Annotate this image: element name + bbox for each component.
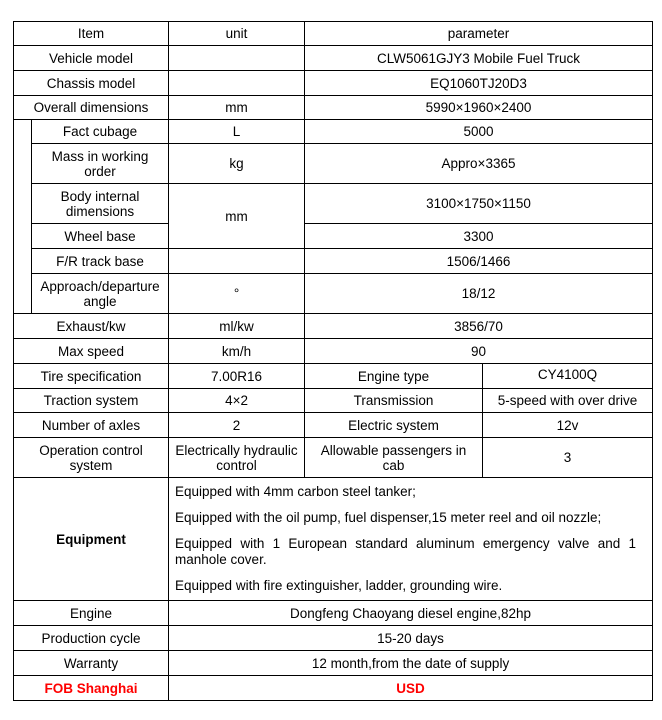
row-unit: L [169,120,305,144]
indent-gutter [14,274,32,314]
row-unit [169,71,305,96]
table-row [14,120,653,144]
row-label: Body internal dimensions [32,184,169,224]
row-value: 7.00R16 [169,364,305,389]
row-unit-shared: mm [169,184,305,249]
row-label: Approach/departure angle [32,274,169,314]
table-row [14,364,653,389]
row-value-2: 5-speed with over drive [483,389,653,413]
row-value: Electrically hydraulic control [169,438,305,478]
table-row [14,274,653,314]
fob-price: USD [169,676,653,701]
table-row [14,601,653,626]
table-row [14,184,653,224]
row-label: Tire specification [14,364,169,389]
table-row [14,651,653,676]
equipment-row [14,478,653,601]
table-row [14,389,653,413]
row-label: Operation control system [14,438,169,478]
row-label: Mass in working order [32,144,169,184]
fob-label: FOB Shanghai [14,676,169,701]
price-row [14,676,653,701]
row-unit: ° [169,274,305,314]
equipment-line: Equipped with fire extinguisher, ladder, grounding wire. [175,578,503,593]
spec-table [13,21,653,701]
table-row [14,626,653,651]
row-param: 3856/70 [305,314,653,339]
row-label: Overall dimensions [14,96,169,120]
row-param: 3300 [305,224,653,249]
row-label: Number of axles [14,413,169,438]
row-label-2: Transmission [305,389,483,413]
row-label-2: Allowable passengers in cab [305,438,483,478]
row-value: 4×2 [169,389,305,413]
header-item: Item [14,22,169,46]
header-unit: unit [169,22,305,46]
table-row [14,96,653,120]
header-parameter: parameter [305,22,653,46]
row-unit: kg [169,144,305,184]
row-param: EQ1060TJ20D3 [305,71,653,96]
equipment-line: Equipped with 4mm carbon steel tanker; [175,484,416,499]
row-param: CLW5061GJY3 Mobile Fuel Truck [305,46,653,71]
row-value-2: 12v [483,413,653,438]
row-param: 15-20 days [169,626,653,651]
equipment-line: Equipped with 1 European standard aluminum emergency valve and 1 manhole cover. [175,536,637,567]
row-label: Warranty [14,651,169,676]
row-unit [169,46,305,71]
row-param: Appro×3365 [305,144,653,184]
table-row [14,144,653,184]
table-row [14,46,653,71]
row-param: 90 [305,339,653,364]
indent-gutter [14,120,32,144]
row-label: Chassis model [14,71,169,96]
row-label: Engine [14,601,169,626]
row-param: 1506/1466 [305,249,653,274]
row-label: F/R track base [32,249,169,274]
row-value: 2 [169,413,305,438]
indent-gutter [14,184,32,224]
indent-gutter [14,144,32,184]
indent-gutter [14,224,32,249]
equipment-label: Equipment [14,478,169,601]
row-value-2: 3 [483,438,653,478]
row-label: Max speed [14,339,169,364]
row-param: 3100×1750×1150 [305,184,653,224]
row-label-2: Electric system [305,413,483,438]
equipment-list [169,478,653,601]
table-row [14,339,653,364]
row-unit: mm [169,96,305,120]
table-row [14,438,653,478]
row-label: Production cycle [14,626,169,651]
table-row [14,71,653,96]
row-param: 18/12 [305,274,653,314]
row-unit [169,249,305,274]
row-value-2: CY4100Q [483,364,653,389]
row-param: 5990×1960×2400 [305,96,653,120]
table-row [14,249,653,274]
row-label: Fact cubage [32,120,169,144]
row-label: Traction system [14,389,169,413]
table-row [14,413,653,438]
row-label: Vehicle model [14,46,169,71]
table-header-row [14,22,653,46]
indent-gutter [14,249,32,274]
row-unit: ml/kw [169,314,305,339]
row-param: 12 month,from the date of supply [169,651,653,676]
row-label-2: Engine type [305,364,483,389]
row-param: Dongfeng Chaoyang diesel engine,82hp [169,601,653,626]
row-unit: km/h [169,339,305,364]
row-label: Exhaust/kw [14,314,169,339]
table-row [14,224,653,249]
table-row [14,314,653,339]
equipment-line: Equipped with the oil pump, fuel dispenser,15 meter reel and oil nozzle; [175,510,602,525]
row-label: Wheel base [32,224,169,249]
row-param: 5000 [305,120,653,144]
